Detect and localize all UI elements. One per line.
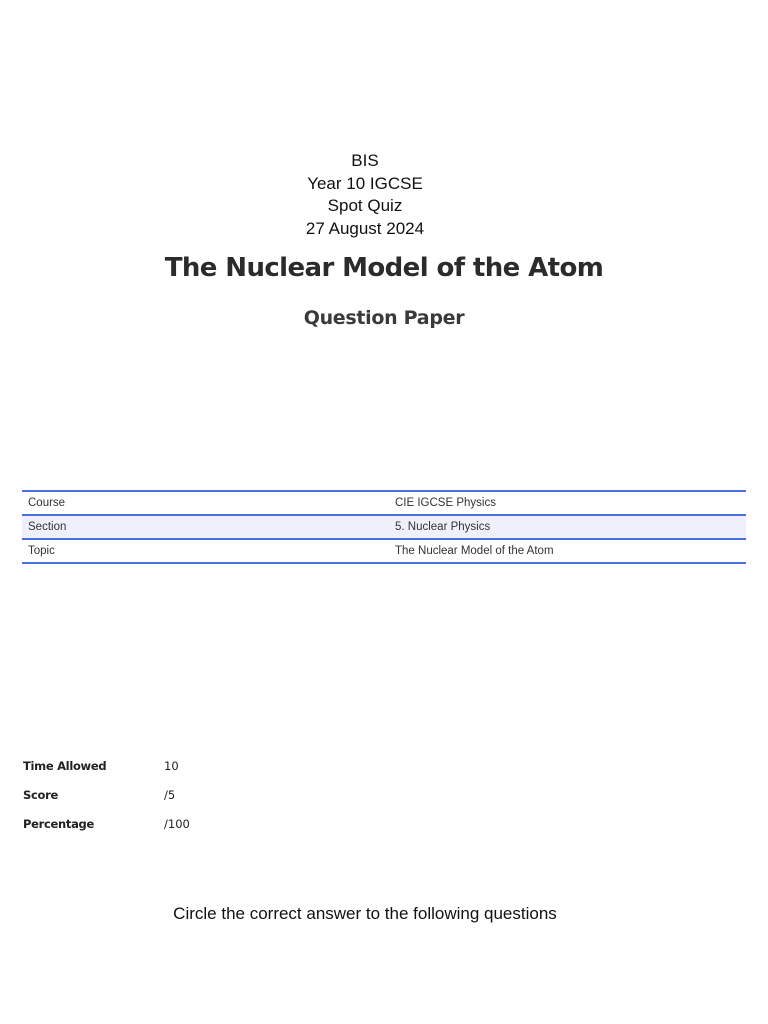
table-row-topic [22,539,746,563]
section-label: Section [28,521,67,533]
document-title: The Nuclear Model of the Atom [164,253,604,283]
quiz-date: 27 August 2024 [305,218,425,238]
instruction-text: Circle the correct answer to the following questions [173,904,557,923]
section-value: 5. Nuclear Physics [395,521,491,533]
course-value: CIE IGCSE Physics [395,497,496,509]
score-label: Score [23,788,58,802]
year-group: Year 10 IGCSE [307,173,423,193]
time-allowed-value: 10 [164,759,179,773]
assessment-type: Spot Quiz [327,196,403,215]
time-allowed-label: Time Allowed [23,759,107,773]
time-allowed-row [23,759,190,788]
percentage-value: /100 [164,817,190,831]
topic-value: The Nuclear Model of the Atom [395,545,554,557]
table-row-course [22,491,746,515]
score-value: /5 [164,788,176,802]
course-info-table [22,490,746,564]
percentage-label: Percentage [23,817,94,831]
score-summary [23,759,190,846]
score-row [23,788,190,817]
document-header [0,150,730,240]
table-row-section [22,515,746,539]
school-name: BIS [351,151,379,170]
course-label: Course [28,497,66,509]
document-subtitle: Question Paper [303,307,465,329]
percentage-row [23,817,190,846]
topic-label: Topic [28,545,55,557]
